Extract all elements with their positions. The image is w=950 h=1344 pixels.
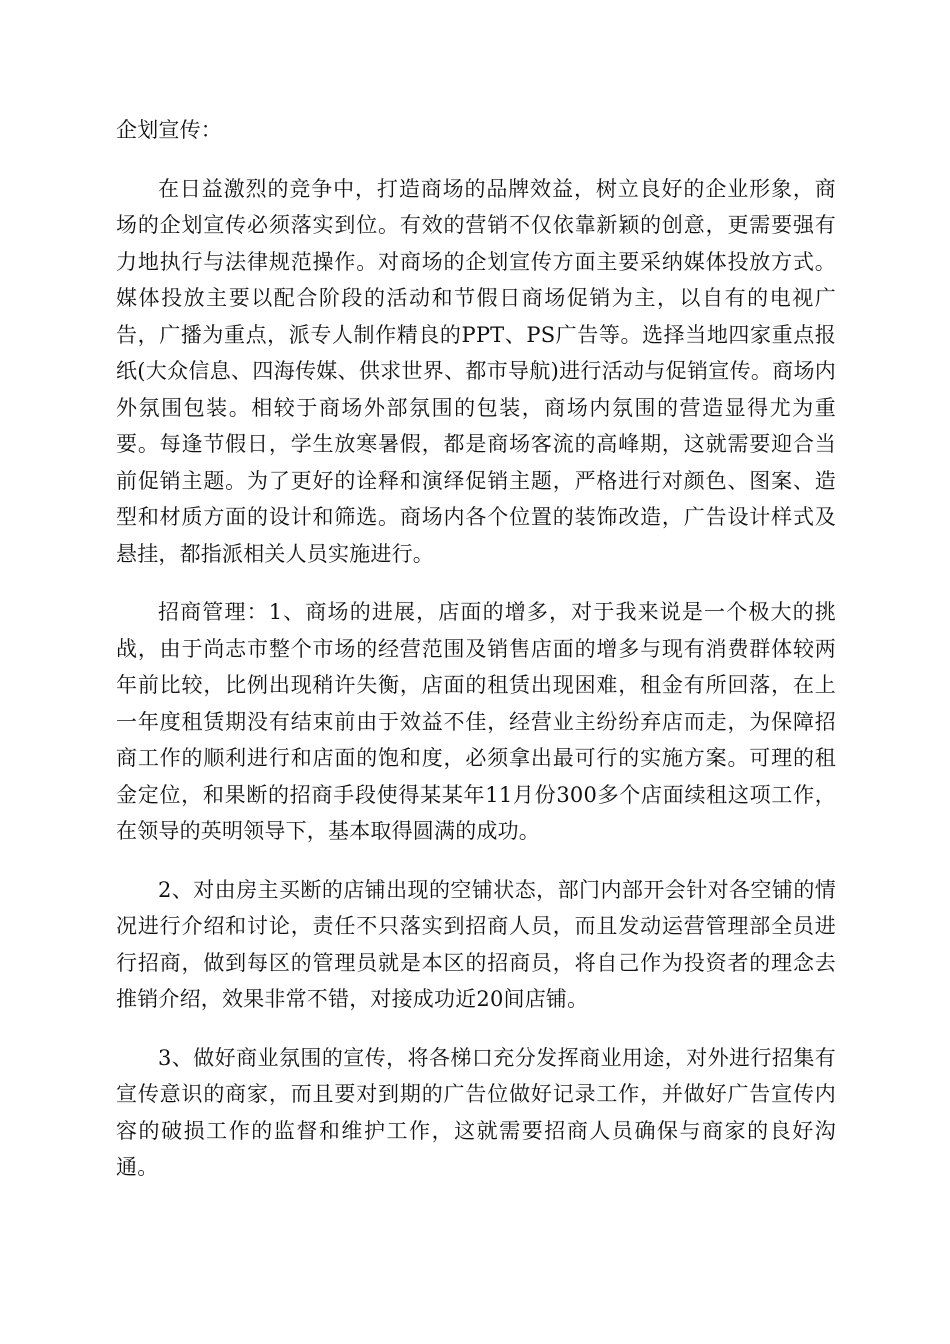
paragraph-leasing-management-2: 2、对由房主买断的店铺出现的空铺状态，部门内部开会针对各空铺的情况进行介绍和讨论，责任不只落实到招商人员，而且发动运营管理部全员进行招商，做到每区的管理员就是本区的招商员，将自己作为投资者的理念去推销介绍，效果非常不错，对接成功近20间店铺。 (116, 877, 836, 1011)
section-heading: 企划宣传： (116, 118, 222, 142)
paragraph-leasing-management-1: 招商管理：1、商场的进展，店面的增多，对于我来说是一个极大的挑战，由于尚志市整个市场的经营范围及销售店面的增多与现有消费群体较两年前比较，比例出现稍许失衡，店面的租赁出现困难，租金有所回落，在上一年度租赁期没有结束前由于效益不佳，经营业主纷纷弃店而走，为保障招商工作的顺利进行和店面的饱和度，必须拿出最可行的实施方案。可理的租金定位，和果断的招商手段使得某某年11月份300多个店面续租这项工作，在领导的英明领导下，基本取得圆满的成功。 (116, 600, 836, 843)
document-page (116, 112, 836, 1208)
paragraph-planning-promotion: 在日益激烈的竞争中，打造商场的品牌效益，树立良好的企业形象，商场的企划宣传必须落实到位。有效的营销不仅依靠新颖的创意，更需要强有力地执行与法律规范操作。对商场的企划宣传方面主要采纳媒体投放方式。媒体投放主要以配合阶段的活动和节假日商场促销为主，以自有的电视广告，广播为重点，派专人制作精良的PPT、PS广告等。选择当地四家重点报纸(大众信息、四海传媒、供求世界、都市导航)进行活动与促销宣传。商场内外氛围包装。相较于商场外部氛围的包装，商场内氛围的营造显得尤为重要。每逢节假日，学生放寒暑假，都是商场客流的高峰期，这就需要迎合当前促销主题。为了更好的诠释和演绎促销主题，严格进行对颜色、图案、造型和材质方面的设计和筛选。商场内各个位置的装饰改造，广告设计样式及悬挂，都指派相关人员实施进行。 (116, 176, 836, 566)
paragraph-leasing-management-3: 3、做好商业氛围的宣传，将各梯口充分发挥商业用途，对外进行招集有宣传意识的商家，而且要对到期的广告位做好记录工作，并做好广告宣传内容的破损工作的监督和维护工作，这就需要招商人员确保与商家的良好沟通。 (116, 1045, 836, 1179)
